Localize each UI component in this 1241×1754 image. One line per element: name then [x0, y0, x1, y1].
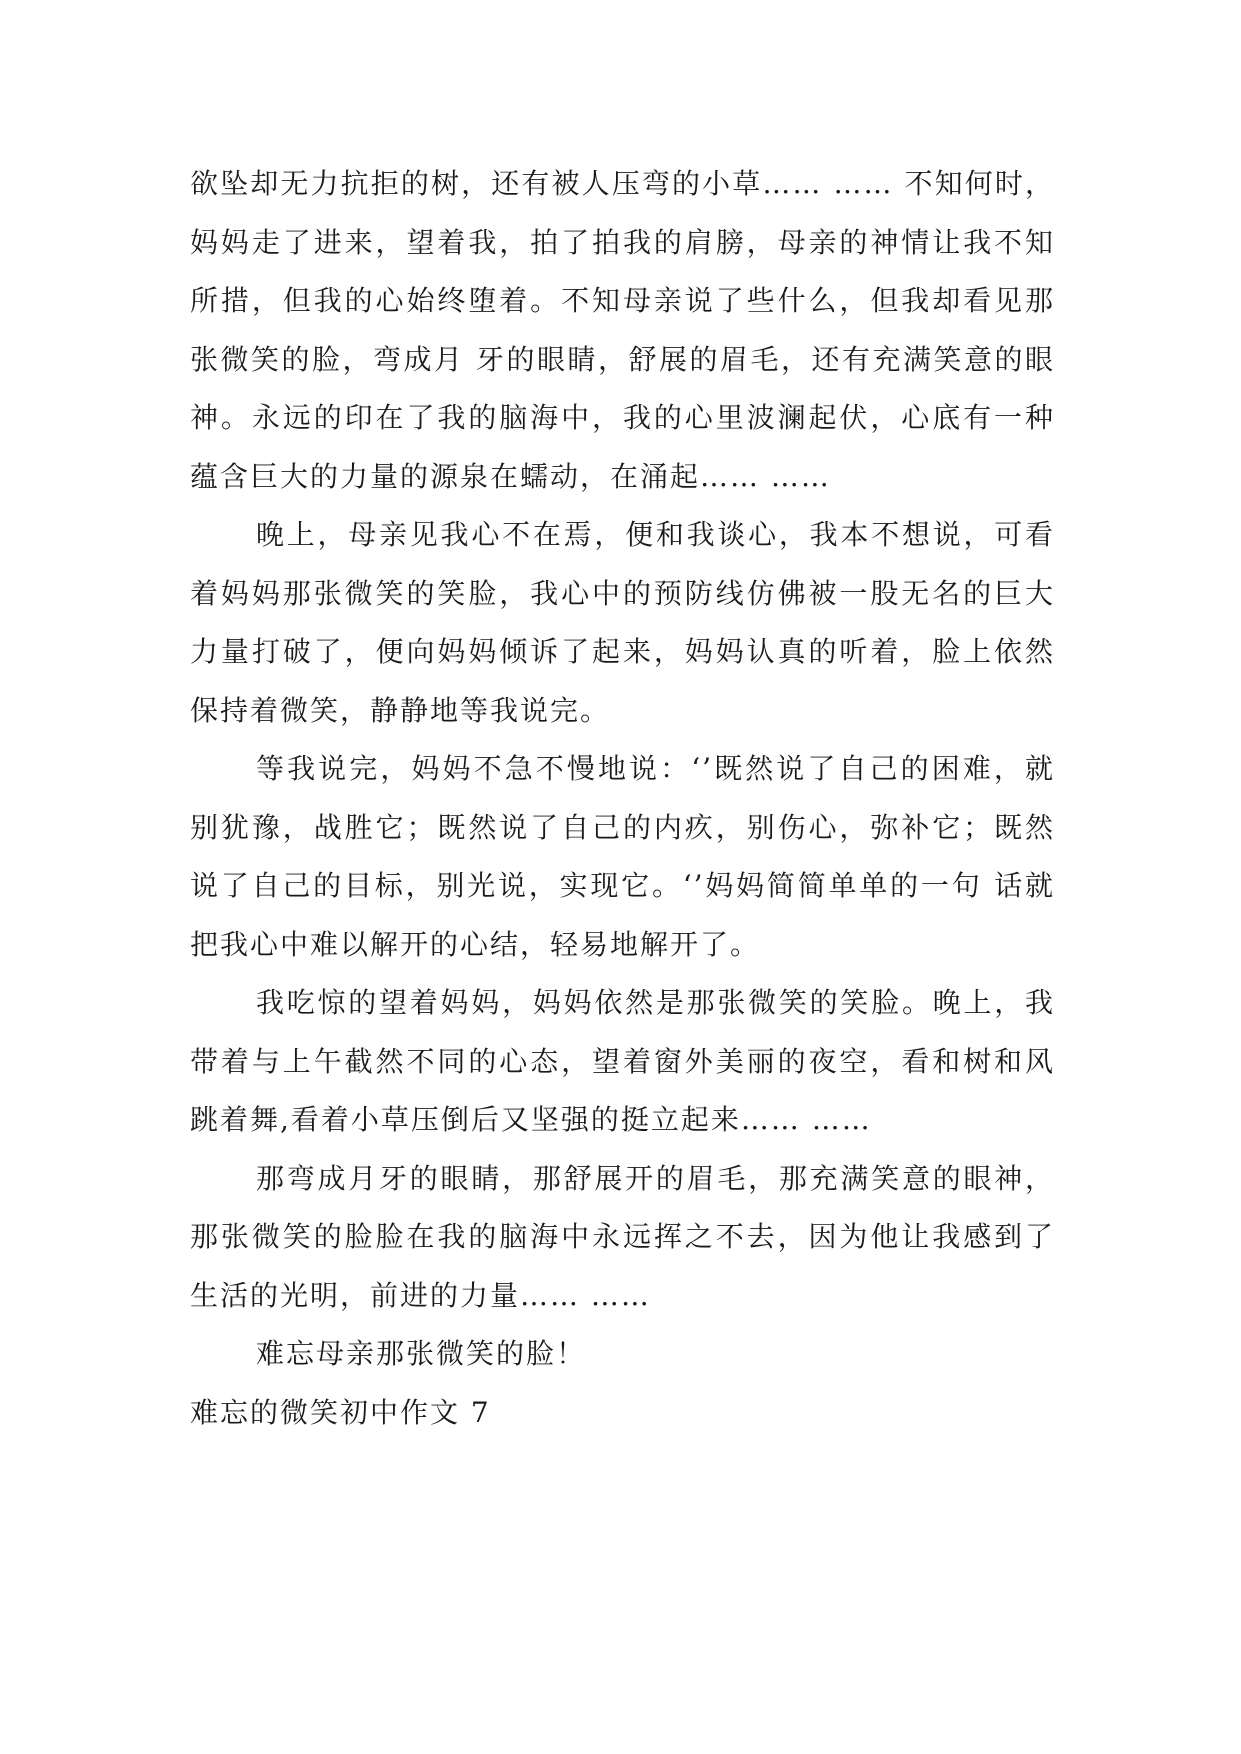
- paragraph-1: 欲坠却无力抗拒的树，还有被人压弯的小草…… …… 不知何时，妈妈走了进来，望着我，拍了拍我的肩膀，母亲的神情让我不知所措，但我的心始终堕着。不知母亲说了些什么，但我却看见那张微笑的脸，弯成月 牙的眼睛，舒展的眉毛，还有充满笑意的眼神。永远的印在了我的脑海中，我的心里波澜起伏，心底有一种蕴含巨大的力量的源泉在蠕动，在涌起…… ……: [190, 167, 1055, 493]
- paragraph-2: 晚上，母亲见我心不在焉，便和我谈心，我本不想说，可看着妈妈那张微笑的笑脸，我心中的预防线仿佛被一股无名的巨大力量打破了，便向妈妈倾诉了起来，妈妈认真的听着，脸上依然保持着微笑，静静地等我说完。: [190, 518, 1055, 727]
- paragraph-3: 等我说完，妈妈不急不慢地说：‘’既然说了自己的困难，就别犹豫，战胜它；既然说了自己的内疚，别伤心，弥补它；既然说了自己的目标，别光说，实现它。‘’妈妈简简单单的一句 话就把我心中难以解开的心结，轻易地解开了。: [190, 752, 1055, 961]
- document-page: [190, 155, 1055, 1442]
- paragraph-6: 难忘母亲那张微笑的脸！: [256, 1337, 587, 1370]
- paragraph-4: 我吃惊的望着妈妈，妈妈依然是那张微笑的笑脸。晚上，我带着与上午截然不同的心态，望着窗外美丽的夜空，看和树和风跳着舞,看着小草压倒后又坚强的挺立起来…… ……: [190, 986, 1055, 1136]
- paragraph-5: 那弯成月牙的眼睛，那舒展开的眉毛，那充满笑意的眼神，那张微笑的脸脸在我的脑海中永远挥之不去，因为他让我感到了生活的光明，前进的力量…… ……: [190, 1161, 1055, 1312]
- section-heading: 难忘的微笑初中作文 7: [190, 1395, 491, 1429]
